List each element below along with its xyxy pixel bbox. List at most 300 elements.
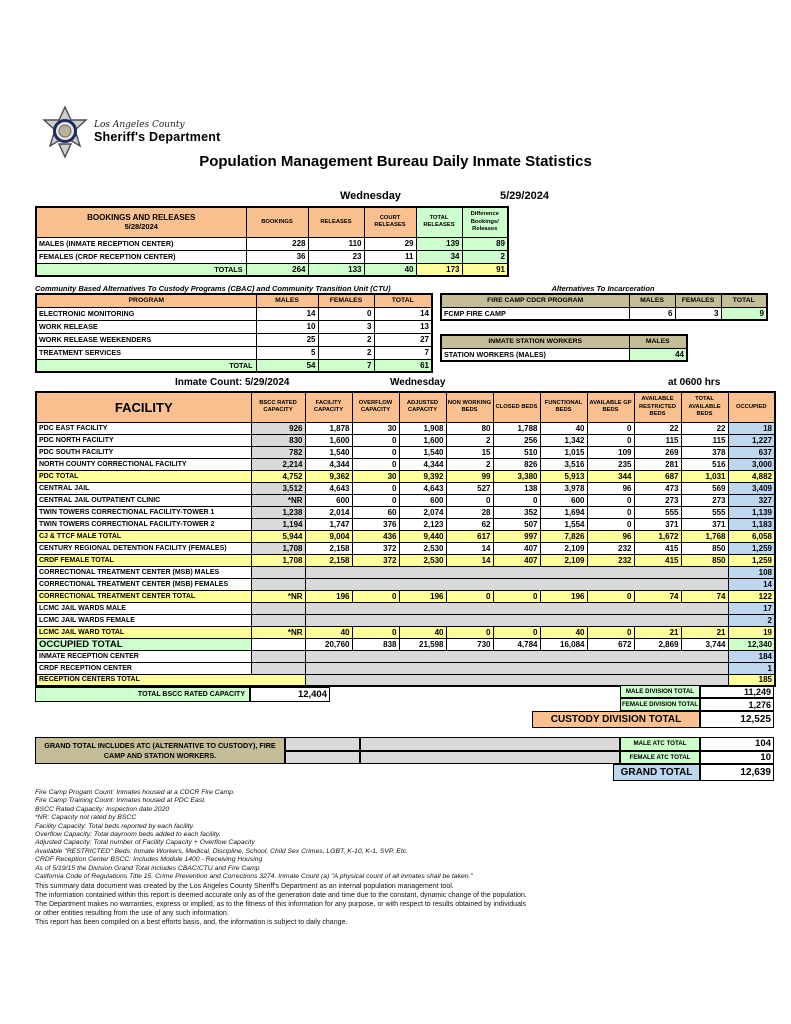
cbac-body [36, 307, 432, 359]
cell-value: 473 [634, 482, 681, 494]
cell-value: 1,878 [305, 422, 352, 434]
cell-value: 0 [493, 626, 540, 638]
facility-header-row [36, 392, 775, 422]
cell-value: 637 [728, 446, 775, 458]
footnote-line: Available "RESTRICTED" Beds: Inmate Workers, Medical, Discipline, School, Child Sex Crimes, LGBT, K-10, K-1, SVP, Etc. [35, 847, 408, 855]
cell-value: 527 [446, 482, 493, 494]
cell-value: 9,004 [305, 530, 352, 542]
cell-value: 2,158 [305, 554, 352, 566]
cell-value: 6,058 [728, 530, 775, 542]
col-functional-beds: FUNCTIONAL BEDS [540, 392, 587, 422]
col-non-working-beds: NON WORKING BEDS [446, 392, 493, 422]
custody-division-total-label: CUSTODY DIVISION TOTAL [532, 711, 700, 728]
table-row [36, 446, 775, 458]
inmate-count-day: Wednesday [390, 377, 446, 388]
table-row [36, 346, 432, 359]
cell-value: 99 [446, 470, 493, 482]
cell-value: 1,015 [540, 446, 587, 458]
table-row [36, 482, 775, 494]
cell-value: 3,000 [728, 458, 775, 470]
table-row [36, 506, 775, 518]
logo-county-label: Los Angeles County [94, 120, 185, 130]
col-total: TOTAL [374, 294, 432, 307]
cell-value: 18 [728, 422, 775, 434]
row-label: TWIN TOWERS CORRECTIONAL FACILITY-TOWER 2 [36, 518, 251, 530]
cell-value: 0 [352, 626, 399, 638]
footnote-line: CRDF Reception Center BSCC: Includes Module 1400 - Receiving Housing [35, 856, 263, 864]
table-row [36, 554, 775, 566]
cell-value: 1,672 [634, 530, 681, 542]
fire-camp-table [440, 293, 768, 321]
cell-value: 269 [634, 446, 681, 458]
cell-value: 555 [634, 506, 681, 518]
cell-value: 0 [587, 422, 634, 434]
row-label: LCMC JAIL WARDS MALE [36, 602, 251, 614]
col-court-releases: COURT RELEASES [364, 207, 416, 237]
cell-value: 91 [462, 263, 508, 276]
cell-value [251, 662, 305, 674]
cell-value: 3,516 [540, 458, 587, 470]
cell-value [251, 650, 305, 662]
cell-value: 7 [374, 346, 432, 359]
cell-value: 0 [587, 434, 634, 446]
cell-value: 7,826 [540, 530, 587, 542]
cell-value: *NR [251, 590, 305, 602]
filler-cell [305, 650, 728, 662]
cell-value: 74 [681, 590, 728, 602]
cell-value: 2,109 [540, 554, 587, 566]
footnote-line: Facility Capacity: Total beds reported by each facility. [35, 822, 195, 830]
cell-value: 115 [681, 434, 728, 446]
cell-value: 617 [446, 530, 493, 542]
cell-value: 108 [728, 566, 775, 578]
cell-value: 1,183 [728, 518, 775, 530]
cell-value: 4,643 [305, 482, 352, 494]
table-row [36, 434, 775, 446]
cell-value: 3 [318, 320, 374, 333]
col-facility: FACILITY [36, 392, 251, 422]
cell-value: 61 [374, 359, 432, 372]
row-label: CJ & TTCF MALE TOTAL [36, 530, 251, 542]
cell-value: 687 [634, 470, 681, 482]
cell-value: 407 [493, 554, 540, 566]
cell-value: 0 [587, 590, 634, 602]
table-row [36, 590, 775, 602]
grand-total-label: GRAND TOTAL [613, 764, 700, 781]
col-bookings: BOOKINGS [246, 207, 308, 237]
col-males: MALES [629, 335, 687, 348]
cell-value: 2 [318, 346, 374, 359]
row-label: WORK RELEASE WEEKENDERS [36, 333, 256, 346]
col-fire-camp: FIRE CAMP CDCR PROGRAM [441, 294, 629, 307]
bookings-subtitle: 5/28/2024 [124, 222, 158, 232]
cell-value: 19 [728, 626, 775, 638]
cell-value: 235 [587, 458, 634, 470]
cell-value: 672 [587, 638, 634, 650]
cell-value: 89 [462, 237, 508, 250]
cell-value: 13 [374, 320, 432, 333]
cell-value: 2,214 [251, 458, 305, 470]
col-adjusted-capacity: ADJUSTED CAPACITY [399, 392, 446, 422]
cell-value: 2 [446, 458, 493, 470]
cell-value: 122 [728, 590, 775, 602]
row-label: PDC EAST FACILITY [36, 422, 251, 434]
table-row [36, 518, 775, 530]
cell-value: 3,978 [540, 482, 587, 494]
cell-value: 14 [728, 578, 775, 590]
cell-value: 5,944 [251, 530, 305, 542]
cell-value: 196 [305, 590, 352, 602]
cell-value: 20,760 [305, 638, 352, 650]
cell-value: 232 [587, 542, 634, 554]
col-total-releases: TOTAL RELEASES [416, 207, 462, 237]
cell-value: 0 [587, 506, 634, 518]
cell-value: 4,344 [399, 458, 446, 470]
cell-value: 23 [308, 250, 364, 263]
disclaimer-line: This report has been compiled on a best efforts basis, and, the information is subject to daily change. [35, 919, 348, 926]
cell-value: 0 [352, 434, 399, 446]
cell-value: 264 [246, 263, 308, 276]
cell-value: 185 [728, 674, 775, 686]
cell-value: 16,084 [540, 638, 587, 650]
cell-value: 1,031 [681, 470, 728, 482]
female-division-total-label: FEMALE DIVISION TOTAL [620, 698, 700, 711]
female-atc-total-value: 10 [700, 751, 774, 765]
cell-value: 372 [352, 554, 399, 566]
cbac-header-row [36, 294, 432, 307]
cell-value: 1,708 [251, 554, 305, 566]
cell-value: 15 [446, 446, 493, 458]
cell-value: 109 [587, 446, 634, 458]
cell-value: 96 [587, 530, 634, 542]
grand-total-value: 12,639 [700, 764, 774, 781]
station-workers-table [440, 334, 688, 362]
row-label: WORK RELEASE [36, 320, 256, 333]
cell-value: 1,600 [305, 434, 352, 446]
cell-value: 1,227 [728, 434, 775, 446]
filler-cell [305, 566, 728, 578]
cell-value: 228 [246, 237, 308, 250]
table-row [36, 542, 775, 554]
cell-value: 1,908 [399, 422, 446, 434]
cell-value: 60 [352, 506, 399, 518]
cell-value: 0 [352, 482, 399, 494]
cell-value: 407 [493, 542, 540, 554]
cell-value: 5,913 [540, 470, 587, 482]
row-label: FCMP FIRE CAMP [441, 307, 629, 320]
report-date: 5/29/2024 [500, 190, 549, 202]
footnote-line: Fire Camp Progam Count: Inmates housed at a CDCR Fire Camp. [35, 789, 235, 796]
cell-value: 2,014 [305, 506, 352, 518]
filler-cell [305, 602, 728, 614]
cell-value: 2,123 [399, 518, 446, 530]
bookings-body [36, 237, 508, 263]
cell-value: 997 [493, 530, 540, 542]
footnote-line: California Code of Regulations Title 15. Crime Prevention and Corrections 3274. Inmate Count (a) "A physical count of all inmates shall be taken." [35, 873, 473, 881]
col-females: FEMALES [675, 294, 721, 307]
cell-value: 281 [634, 458, 681, 470]
cell-value [251, 566, 305, 578]
facility-table [35, 391, 776, 687]
cell-value: 115 [634, 434, 681, 446]
cell-value: 3,409 [728, 482, 775, 494]
cell-value: 36 [246, 250, 308, 263]
row-label: PDC TOTAL [36, 470, 251, 482]
cell-value: 2 [462, 250, 508, 263]
cell-value: 0 [493, 494, 540, 506]
cell-value: 0 [446, 590, 493, 602]
cell-value: 9,362 [305, 470, 352, 482]
cell-value [251, 638, 305, 650]
cell-value: 21 [681, 626, 728, 638]
cell-value: 256 [493, 434, 540, 446]
cell-value: 4,643 [399, 482, 446, 494]
cell-value: 2,530 [399, 554, 446, 566]
cell-value: 850 [681, 542, 728, 554]
cell-value [251, 602, 305, 614]
cbac-total-row [36, 359, 432, 372]
cell-value: 2,109 [540, 542, 587, 554]
col-difference: Difference Bookings/ Releases [462, 207, 508, 237]
cell-value: 344 [587, 470, 634, 482]
row-label: LCMC JAIL WARD TOTAL [36, 626, 251, 638]
row-label: CENTURY REGIONAL DETENTION FACILITY (FEMALES) [36, 542, 251, 554]
row-label: PDC NORTH FACILITY [36, 434, 251, 446]
cell-value: 0 [587, 518, 634, 530]
cell-value: *NR [251, 626, 305, 638]
row-label: TWIN TOWERS CORRECTIONAL FACILITY-TOWER 1 [36, 506, 251, 518]
cell-value: 25 [256, 333, 318, 346]
footnotes [35, 789, 473, 881]
cell-value: 12,340 [728, 638, 775, 650]
filler-cell [305, 662, 728, 674]
row-label: CRDF RECEPTION CENTER [36, 662, 251, 674]
bookings-title-cell [36, 207, 246, 237]
table-row [36, 458, 775, 470]
logo-text [94, 120, 220, 144]
grand-total-note: GRAND TOTAL INCLUDES ATC (ALTERNATIVE TO CUSTODY), FIRE CAMP AND STATION WORKERS. [35, 737, 285, 764]
disclaimer-line: The information contained within this report is deemed accurate only as of the generation date and time due to the constant, dynamic change of the population. [35, 892, 527, 899]
filler-cell [360, 751, 620, 765]
station-workers-row [441, 348, 687, 361]
female-atc-total-label: FEMALE ATC TOTAL [620, 751, 700, 765]
cell-value: 30 [352, 422, 399, 434]
cell-value: 371 [634, 518, 681, 530]
cell-value: 27 [374, 333, 432, 346]
cell-value: 14 [446, 542, 493, 554]
station-workers-header-row [441, 335, 687, 348]
cell-value: 327 [728, 494, 775, 506]
cell-value: 62 [446, 518, 493, 530]
cell-value: 569 [681, 482, 728, 494]
col-facility-capacity: FACILITY CAPACITY [305, 392, 352, 422]
bookings-total-row [36, 263, 508, 276]
cell-value: 0 [352, 590, 399, 602]
cell-value: 2 [318, 333, 374, 346]
cell-value: 133 [308, 263, 364, 276]
cell-value: 826 [493, 458, 540, 470]
footnote-line: Overflow Capacity: Total dayroom beds added to each facility. [35, 831, 221, 839]
cell-value: 173 [416, 263, 462, 276]
cell-value: 376 [352, 518, 399, 530]
table-row [36, 237, 508, 250]
col-releases: RELEASES [308, 207, 364, 237]
cell-value: 507 [493, 518, 540, 530]
col-total: TOTAL [721, 294, 767, 307]
row-label: TREATMENT SERVICES [36, 346, 256, 359]
cell-value: 4,882 [728, 470, 775, 482]
cell-value: 436 [352, 530, 399, 542]
cbac-table [35, 293, 433, 373]
custody-division-total-value: 12,525 [700, 711, 774, 728]
cell-value [251, 614, 305, 626]
table-row [36, 662, 775, 674]
cell-value: 730 [446, 638, 493, 650]
table-row [36, 566, 775, 578]
row-label: FEMALES (CRDF RECEPTION CENTER) [36, 250, 246, 263]
cell-value: 14 [446, 554, 493, 566]
col-males: MALES [256, 294, 318, 307]
cell-value: 40 [305, 626, 352, 638]
cell-value: 232 [587, 554, 634, 566]
cell-value: 196 [540, 590, 587, 602]
table-row [36, 307, 432, 320]
disclaimer-line: This summary data document was created by the Los Angeles County Sheriff's Department as an internal population management tool. [35, 883, 454, 890]
cell-value: 3,380 [493, 470, 540, 482]
cell-value: 1 [728, 662, 775, 674]
row-label: INMATE RECEPTION CENTER [36, 650, 251, 662]
cell-value: 1,747 [305, 518, 352, 530]
cell-value: 28 [446, 506, 493, 518]
division-totals [35, 685, 774, 731]
row-label: CENTRAL JAIL OUTPATIENT CLINIC [36, 494, 251, 506]
cell-value: 7 [318, 359, 374, 372]
cell-value: 1,768 [681, 530, 728, 542]
cell-value: 0 [587, 494, 634, 506]
table-row [36, 470, 775, 482]
cell-value: 9,440 [399, 530, 446, 542]
cell-value: 510 [493, 446, 540, 458]
disclaimer-line: The Department makes no warranties, express or implied, as to the fitness of this information for any purpose, or with respect to results obtained by individuals [35, 901, 527, 908]
cell-value: 4,344 [305, 458, 352, 470]
cell-value: 0 [352, 494, 399, 506]
cell-value: 3,512 [251, 482, 305, 494]
cell-value: 139 [416, 237, 462, 250]
cell-value: 516 [681, 458, 728, 470]
facility-body [36, 422, 775, 686]
col-females: FEMALES [318, 294, 374, 307]
cell-value: 29 [364, 237, 416, 250]
female-division-total-value: 1,276 [700, 698, 774, 711]
cell-value: 273 [681, 494, 728, 506]
table-row [36, 530, 775, 542]
row-label: PDC SOUTH FACILITY [36, 446, 251, 458]
filler-cell [305, 614, 728, 626]
cell-value: 0 [318, 307, 374, 320]
alternatives-title: Alternatives To Incarceration [551, 284, 655, 293]
cell-value: 0 [587, 626, 634, 638]
page-title: Population Management Bureau Daily Inmate Statistics [199, 153, 592, 170]
male-atc-total-value: 104 [700, 737, 774, 751]
cell-value: 372 [352, 542, 399, 554]
cell-value: 30 [352, 470, 399, 482]
cell-value: 9,392 [399, 470, 446, 482]
row-label: CRDF FEMALE TOTAL [36, 554, 251, 566]
cell-value: 1,540 [305, 446, 352, 458]
cell-value: 838 [352, 638, 399, 650]
row-label: CORRECTIONAL TREATMENT CENTER TOTAL [36, 590, 251, 602]
cell-value: 273 [634, 494, 681, 506]
cell-value: 415 [634, 554, 681, 566]
table-row [36, 494, 775, 506]
cell-value: 10 [256, 320, 318, 333]
cell-value: 17 [728, 602, 775, 614]
sheriff-star-icon [42, 106, 88, 158]
cell-value: 3 [675, 307, 721, 320]
cell-value: 34 [416, 250, 462, 263]
col-available-restricted-beds: AVAILABLE RESTRICTED BEDS [634, 392, 681, 422]
filler-cell [285, 737, 360, 751]
cell-value: 22 [681, 422, 728, 434]
col-occupied: OCCUPIED [728, 392, 775, 422]
table-row [36, 638, 775, 650]
cell-value: 2,530 [399, 542, 446, 554]
row-label: CENTRAL JAIL [36, 482, 251, 494]
cell-value: 555 [681, 506, 728, 518]
cell-value: 9 [721, 307, 767, 320]
disclaimer-line: or other entities resulting from the use of any such information. [35, 910, 229, 917]
cell-value: *NR [251, 494, 305, 506]
col-closed-beds: CLOSED BEDS [493, 392, 540, 422]
cell-value: 0 [352, 458, 399, 470]
cell-value: 378 [681, 446, 728, 458]
bookings-total-label: TOTALS [36, 263, 246, 276]
cell-value: 196 [399, 590, 446, 602]
col-males: MALES [629, 294, 675, 307]
cell-value: 74 [634, 590, 681, 602]
col-total-available-beds: TOTAL AVAILABLE BEDS [681, 392, 728, 422]
table-row [36, 320, 432, 333]
cell-value: 4,784 [493, 638, 540, 650]
bscc-total-value: 12,404 [250, 687, 330, 702]
grand-total-section [35, 737, 774, 785]
cell-value: 926 [251, 422, 305, 434]
cell-value: 54 [256, 359, 318, 372]
cell-value: 2 [446, 434, 493, 446]
row-label: LCMC JAIL WARDS FEMALE [36, 614, 251, 626]
cell-value: 352 [493, 506, 540, 518]
cell-value: 1,238 [251, 506, 305, 518]
cell-value: 2,158 [305, 542, 352, 554]
footnote-line: BSCC Rated Capacity: Inspection date 2020 [35, 805, 170, 813]
cell-value: 11 [364, 250, 416, 263]
cell-value: 1,342 [540, 434, 587, 446]
cell-value: 22 [634, 422, 681, 434]
cell-value: 184 [728, 650, 775, 662]
row-label: CORRECTIONAL TREATMENT CENTER (MSB) MALES [36, 566, 251, 578]
station-workers-header: INMATE STATION WORKERS [441, 335, 629, 348]
cell-value: 1,259 [728, 542, 775, 554]
report-day: Wednesday [340, 190, 401, 202]
cell-value: 600 [305, 494, 352, 506]
male-division-total-value: 11,249 [700, 685, 774, 698]
cell-value: 600 [399, 494, 446, 506]
row-label: RECEPTION CENTERS TOTAL [36, 674, 305, 686]
inmate-count-label: Inmate Count: 5/29/2024 [175, 377, 290, 388]
cell-value: 44 [629, 348, 687, 361]
cell-value: 1,139 [728, 506, 775, 518]
table-row [36, 650, 775, 662]
